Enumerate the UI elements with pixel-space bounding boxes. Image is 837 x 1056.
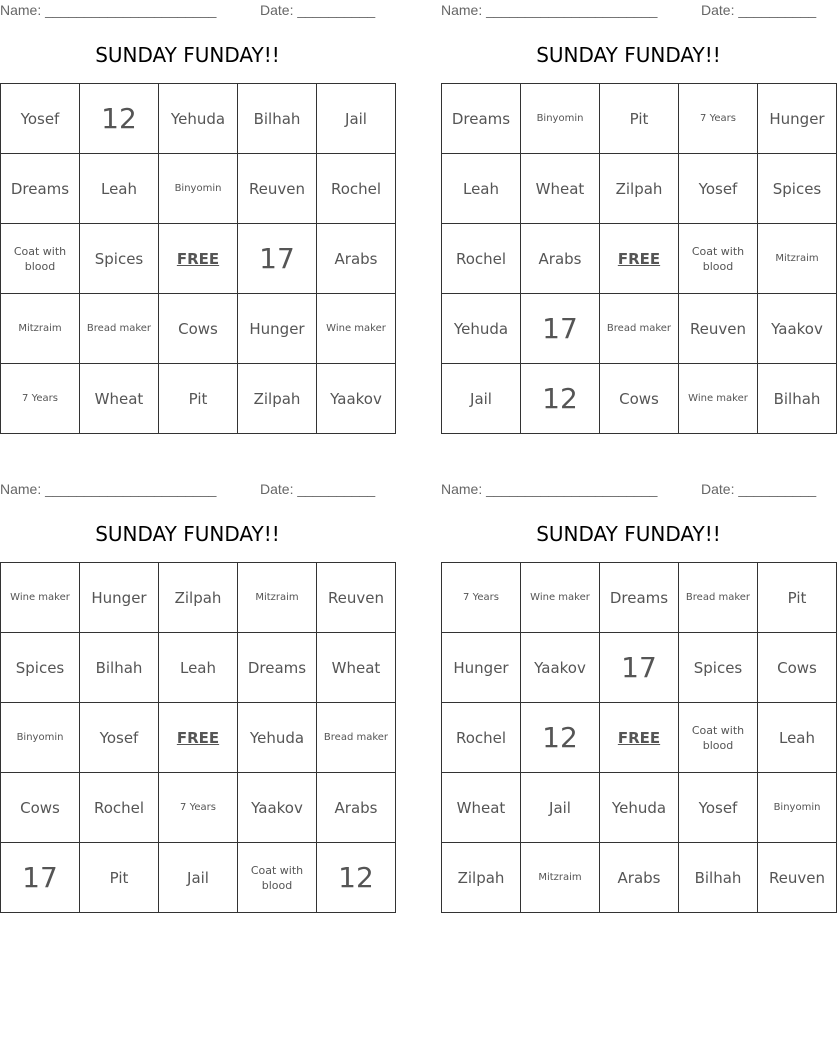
grid-row (1, 294, 396, 364)
grid-row (1, 563, 396, 633)
bingo-cell: Arabs (521, 224, 600, 294)
bingo-grid (0, 83, 396, 434)
bingo-cell: Jail (159, 843, 238, 913)
bingo-cell: Zilpah (600, 154, 679, 224)
bingo-cell: Yehuda (159, 84, 238, 154)
bingo-cell: 7 Years (679, 84, 758, 154)
bingo-cell: Pit (758, 563, 837, 633)
bingo-cell: Pit (600, 84, 679, 154)
bingo-cell: Bread maker (80, 294, 159, 364)
bingo-cell: Mitzraim (238, 563, 317, 633)
bingo-cell: Yaakov (317, 364, 396, 434)
bingo-cell: Yosef (679, 773, 758, 843)
grid-row (1, 703, 396, 773)
bingo-cell: Rochel (442, 703, 521, 773)
grid-row (442, 843, 837, 913)
name-field-label: Name: ______________________ (441, 2, 658, 18)
bingo-cell: Yaakov (238, 773, 317, 843)
bingo-cell: Zilpah (442, 843, 521, 913)
bingo-cell: Arabs (317, 773, 396, 843)
bingo-card-4 (441, 479, 826, 911)
bingo-cell: 17 (600, 633, 679, 703)
bingo-cell: Leah (758, 703, 837, 773)
bingo-cell: Dreams (1, 154, 80, 224)
bingo-cell: Reuven (679, 294, 758, 364)
bingo-cell: Rochel (317, 154, 396, 224)
free-cell: FREE (600, 224, 679, 294)
bingo-cell: Cows (159, 294, 238, 364)
bingo-cell: Dreams (442, 84, 521, 154)
bingo-cell: Coat with blood (1, 224, 80, 294)
bingo-cell: 12 (317, 843, 396, 913)
card-header (441, 0, 816, 20)
bingo-cell: Pit (80, 843, 159, 913)
bingo-cell: Hunger (238, 294, 317, 364)
grid-row (442, 84, 837, 154)
card-title: SUNDAY FUNDAY!! (536, 522, 721, 546)
card-header (0, 0, 375, 20)
bingo-cell: Wine maker (317, 294, 396, 364)
free-cell: FREE (159, 703, 238, 773)
bingo-cell: Yaakov (521, 633, 600, 703)
grid-row (442, 294, 837, 364)
bingo-card-1 (0, 0, 386, 432)
free-cell: FREE (600, 703, 679, 773)
bingo-cell: Wheat (442, 773, 521, 843)
bingo-cell: Wine maker (1, 563, 80, 633)
grid-row (442, 364, 837, 434)
bingo-cell: Pit (159, 364, 238, 434)
bingo-cell: Cows (600, 364, 679, 434)
bingo-cell: 7 Years (1, 364, 80, 434)
bingo-cell: Binyomin (1, 703, 80, 773)
bingo-cell: Yosef (1, 84, 80, 154)
bingo-cell: Reuven (758, 843, 837, 913)
grid-row (1, 843, 396, 913)
bingo-cell: Jail (317, 84, 396, 154)
bingo-cell: Bilhah (758, 364, 837, 434)
grid-row (1, 364, 396, 434)
bingo-cell: Yehuda (238, 703, 317, 773)
bingo-grid (441, 83, 837, 434)
bingo-cell: Bread maker (600, 294, 679, 364)
bingo-cell: Hunger (80, 563, 159, 633)
bingo-cell: Leah (80, 154, 159, 224)
bingo-cell: 7 Years (442, 563, 521, 633)
bingo-cell: Bilhah (80, 633, 159, 703)
bingo-cell: Bilhah (238, 84, 317, 154)
bingo-cell: Wheat (521, 154, 600, 224)
bingo-cell: Leah (442, 154, 521, 224)
bingo-cell: Mitzraim (758, 224, 837, 294)
card-title: SUNDAY FUNDAY!! (95, 522, 280, 546)
bingo-cell: Rochel (80, 773, 159, 843)
bingo-cell: Hunger (442, 633, 521, 703)
bingo-cell: Yosef (80, 703, 159, 773)
bingo-cell: Spices (80, 224, 159, 294)
bingo-cell: Binyomin (758, 773, 837, 843)
card-title: SUNDAY FUNDAY!! (95, 43, 280, 67)
bingo-cell: Wheat (80, 364, 159, 434)
bingo-cell: Coat with blood (238, 843, 317, 913)
bingo-grid (0, 562, 396, 913)
date-field-label: Date: __________ (701, 2, 817, 18)
bingo-cell: Cows (1, 773, 80, 843)
bingo-cell: Bread maker (679, 563, 758, 633)
bingo-cell: Yaakov (758, 294, 837, 364)
bingo-cell: 17 (1, 843, 80, 913)
bingo-cell: Mitzraim (1, 294, 80, 364)
card-header (0, 479, 375, 499)
bingo-cell: Wheat (317, 633, 396, 703)
bingo-cell: 12 (80, 84, 159, 154)
grid-row (442, 154, 837, 224)
bingo-cell: 12 (521, 364, 600, 434)
grid-row (1, 633, 396, 703)
card-header (441, 479, 816, 499)
bingo-cell: 17 (238, 224, 317, 294)
bingo-cell: Arabs (600, 843, 679, 913)
bingo-cell: Dreams (238, 633, 317, 703)
bingo-cell: Mitzraim (521, 843, 600, 913)
bingo-card-2 (441, 0, 825, 432)
grid-row (442, 224, 837, 294)
bingo-cell: Bread maker (317, 703, 396, 773)
bingo-cell: Binyomin (521, 84, 600, 154)
bingo-cell: Rochel (442, 224, 521, 294)
bingo-cell: Yehuda (600, 773, 679, 843)
grid-row (442, 563, 837, 633)
date-field-label: Date: __________ (701, 481, 817, 497)
name-field-label: Name: ______________________ (441, 481, 658, 497)
bingo-cell: Binyomin (159, 154, 238, 224)
bingo-cell: Wine maker (679, 364, 758, 434)
date-field-label: Date: __________ (260, 481, 376, 497)
bingo-cell: Jail (521, 773, 600, 843)
bingo-cell: Yehuda (442, 294, 521, 364)
bingo-cell: Reuven (238, 154, 317, 224)
bingo-card-3 (0, 479, 389, 911)
bingo-cell: 7 Years (159, 773, 238, 843)
bingo-cell: Cows (758, 633, 837, 703)
grid-row (442, 633, 837, 703)
bingo-cell: Coat with blood (679, 224, 758, 294)
bingo-grid (441, 562, 837, 913)
grid-row (442, 773, 837, 843)
free-cell: FREE (159, 224, 238, 294)
bingo-cell: Spices (758, 154, 837, 224)
bingo-cell: Bilhah (679, 843, 758, 913)
bingo-cell: Hunger (758, 84, 837, 154)
bingo-cell: Zilpah (159, 563, 238, 633)
bingo-cell: 17 (521, 294, 600, 364)
bingo-cell: Dreams (600, 563, 679, 633)
bingo-cell: Leah (159, 633, 238, 703)
date-field-label: Date: __________ (260, 2, 376, 18)
bingo-cell: Spices (1, 633, 80, 703)
bingo-cell: 12 (521, 703, 600, 773)
bingo-cell: Yosef (679, 154, 758, 224)
bingo-cell: Coat with blood (679, 703, 758, 773)
bingo-cell: Jail (442, 364, 521, 434)
grid-row (1, 773, 396, 843)
grid-row (1, 154, 396, 224)
card-title: SUNDAY FUNDAY!! (536, 43, 721, 67)
name-field-label: Name: ______________________ (0, 2, 217, 18)
name-field-label: Name: ______________________ (0, 481, 217, 497)
bingo-cell: Spices (679, 633, 758, 703)
grid-row (1, 224, 396, 294)
grid-row (442, 703, 837, 773)
bingo-cell: Wine maker (521, 563, 600, 633)
bingo-cell: Reuven (317, 563, 396, 633)
bingo-cell: Arabs (317, 224, 396, 294)
grid-row (1, 84, 396, 154)
bingo-cell: Zilpah (238, 364, 317, 434)
